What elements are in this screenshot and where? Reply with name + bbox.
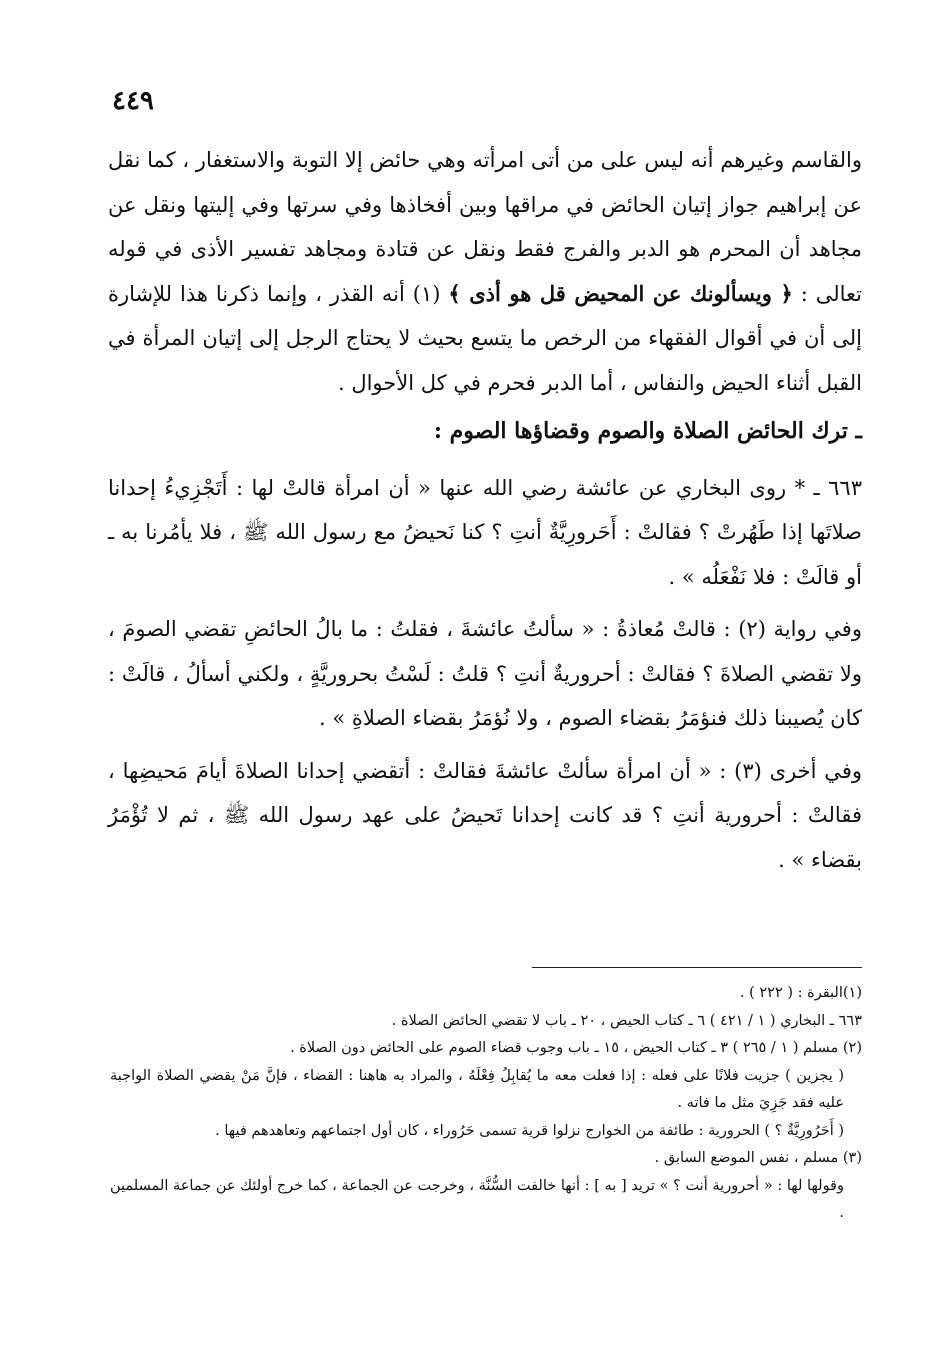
hadith-663: ٦٦٣ ـ * روى البخاري عن عائشة رضي الله عنها « أن امرأة قالتْ لها : أَتَجْزِيءُ إحدانا صلاتَها إذا طَهُرتْ ؟ فقالتْ : أَحَرورِيَّةٌ أنتِ ؟ كنا نَحيضُ مع رسول الله ﷺ ، فلا يأمُرنا به ـ أو قالَتْ : فلا نَفْعَلُه » . [108,475,862,589]
footnote-2: (٢) مسلم ( ١ / ٢٦٥ ) ٣ ـ كتاب الحيض ، ١٥ ـ باب وجوب قضاء الصوم على الحائض دون الصلاة . [290,1040,862,1056]
footnote-1: (١)البقرة : ( ٢٢٢ ) . [739,985,862,1001]
quran-quote: ﴿ ويسألونك عن المحيض قل هو أذى ﴾ [448,280,793,306]
paragraph-1 [108,138,862,405]
main-text [108,138,862,882]
page-number: ٤٤٩ [112,86,154,116]
hadith-narration-3: وفي أخرى (٣) : « أن امرأة سألتْ عائشةَ فقالتْ : أتقضي إحدانا الصلاةَ أيامَ مَحيضِها ، فقالتْ : أحرورية أنتِ ؟ قد كانت إحدانا تَحيضُ على عهد رسول الله ﷺ ، ثم لا تُؤْمَرُ بقضاء » . [108,758,862,872]
footnote-gloss-yajzin: ( يجزين ) جزيت فلانًا على فعله : إذا فعلت معه ما يُقابِلُ فِعْلَهُ ، والمراد به هاهنا : القضاء ، فإنَّ مَنْ يقضي الصلاة الواجبة عليه فقد جَزِيَ مثل ما فاته . [110,1067,844,1111]
section-heading: ـ ترك الحائض الصلاة والصوم وقضاؤها الصوم : [433,418,862,444]
footnote-gloss-haruriyya: ( أَحَرُورِيَّةٌ ؟ ) الحرورية : طائفة من الخوارج نزلوا قرية تسمى حَرُوراء ، كان أول اجتماعهم وتعاهدهم فيها . [215,1122,844,1139]
footnote-explanation: وقولها لها : « أحرورية أنت ؟ » تريد [ به ] : أنها خالفت السُّنَّة ، وخرجت عن الجماعة ، كما خرج أولئك عن جماعة المسلمين . [110,1177,844,1221]
footnotes [110,980,862,1228]
paragraph-1-rest: (١) أنه القذر ، وإنما ذكرنا هذا للإشارة إلى أن في أقوال الفقهاء من الرخص ما يتسع بحيث لا يحتاج الرجل إلى إتيان المرأة في القبل أثناء الحيض والنفاس ، أما الدبر فحرم في كل الأحوال . [108,281,862,395]
hadith-narration-2: وفي رواية (٢) : قالتْ مُعاذةُ : « سألتُ عائشةَ ، فقلتُ : ما بالُ الحائضِ تقضي الصومَ ، ولا تقضي الصلاةَ ؟ فقالتْ : أحروريةٌ أنتِ ؟ قلتُ : لَسْتُ بحروريَّةٍ ، ولكني أسألُ ، قالَتْ : كان يُصيبنا ذلك فنؤمَرُ بقضاء الصوم ، ولا نُؤمَرُ بقضاء الصلاةِ » . [108,617,862,730]
footnote-divider [532,967,862,968]
footnote-663: ٦٦٣ ـ البخاري ( ١ / ٤٢١ ) ٦ ـ كتاب الحيض ، ٢٠ ـ باب لا تقضي الحائض الصلاة . [391,1012,862,1029]
paragraph-1-text: والقاسم وغيرهم أنه ليس على من أتى امرأته وهي حائض إلا التوبة والاستغفار ، كما نقل عن إبراهيم جواز إتيان الحائض في مراقها وبين أفخاذها وفي سرتها وفي إليتها ونقل عن مجاهد أن المحرم هو الدبر والفرج فقط ونقل عن قتادة ومجاهد تفسير الأذى في قوله تعالى : [108,148,863,306]
footnote-3: (٣) مسلم ، نفس الموضع السابق . [654,1150,862,1166]
